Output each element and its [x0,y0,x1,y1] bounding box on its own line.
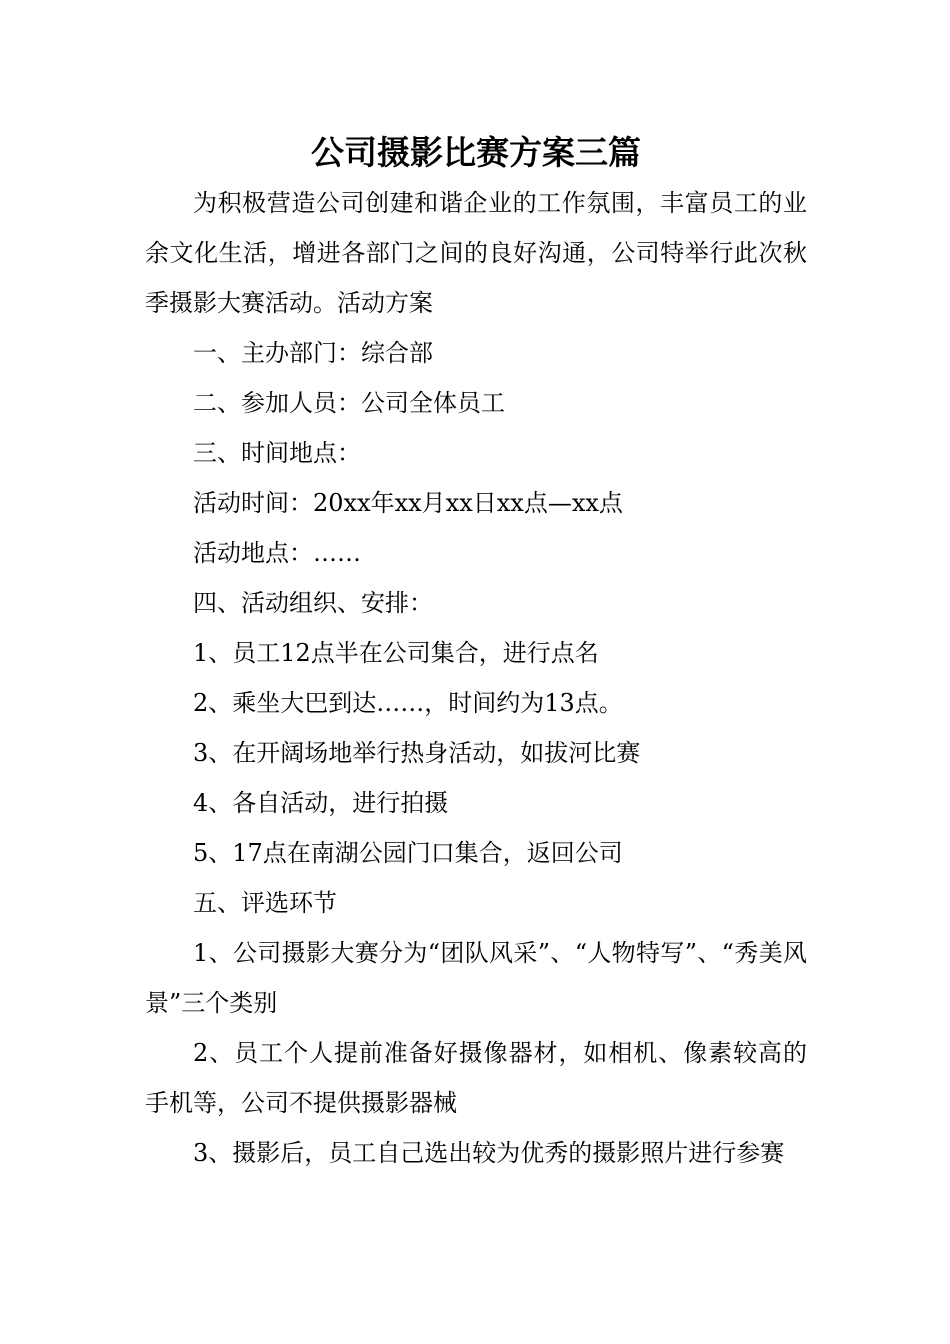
paragraph-event-time: 活动时间：20xx年xx月xx日xx点—xx点 [193,489,623,517]
paragraph-participants: 二、参加人员：公司全体员工 [193,389,505,417]
paragraph-event-place: 活动地点：…… [193,539,361,567]
paragraph-arrangement-2: 2、乘坐大巴到达……，时间约为13点。 [193,689,623,717]
paragraph-arrangement-1: 1、员工12点半在公司集合，进行点名 [193,639,599,667]
paragraph-arrangement-5: 5、17点在南湖公园门口集合，返回公司 [193,839,623,867]
paragraph-arrangement-4: 4、各自活动，进行拍摄 [193,789,449,817]
paragraph-organizer: 一、主办部门：综合部 [193,339,433,367]
paragraph-arrangement-3: 3、在开阔场地举行热身活动，如拔河比赛 [193,739,641,767]
paragraph-intro: 为积极营造公司创建和谐企业的工作氛围，丰富员工的业余文化生活，增进各部门之间的良好沟通，公司特举行此次秋季摄影大赛活动。活动方案 [145,189,807,317]
document-title: 公司摄影比赛方案三篇 [311,133,641,172]
document-page [145,128,807,1178]
paragraph-selection-1: 1、公司摄影大赛分为“团队风采”、“人物特写”、“秀美风景”三个类别 [145,939,807,1017]
paragraph-time-place-heading: 三、时间地点： [193,439,361,467]
paragraph-selection-heading: 五、评选环节 [193,889,337,917]
paragraph-selection-3: 3、摄影后，员工自己选出较为优秀的摄影照片进行参赛 [193,1139,785,1167]
paragraph-arrangement-heading: 四、活动组织、安排： [193,589,433,617]
paragraph-selection-2: 2、员工个人提前准备好摄像器材，如相机、像素较高的手机等，公司不提供摄影器械 [145,1039,807,1117]
